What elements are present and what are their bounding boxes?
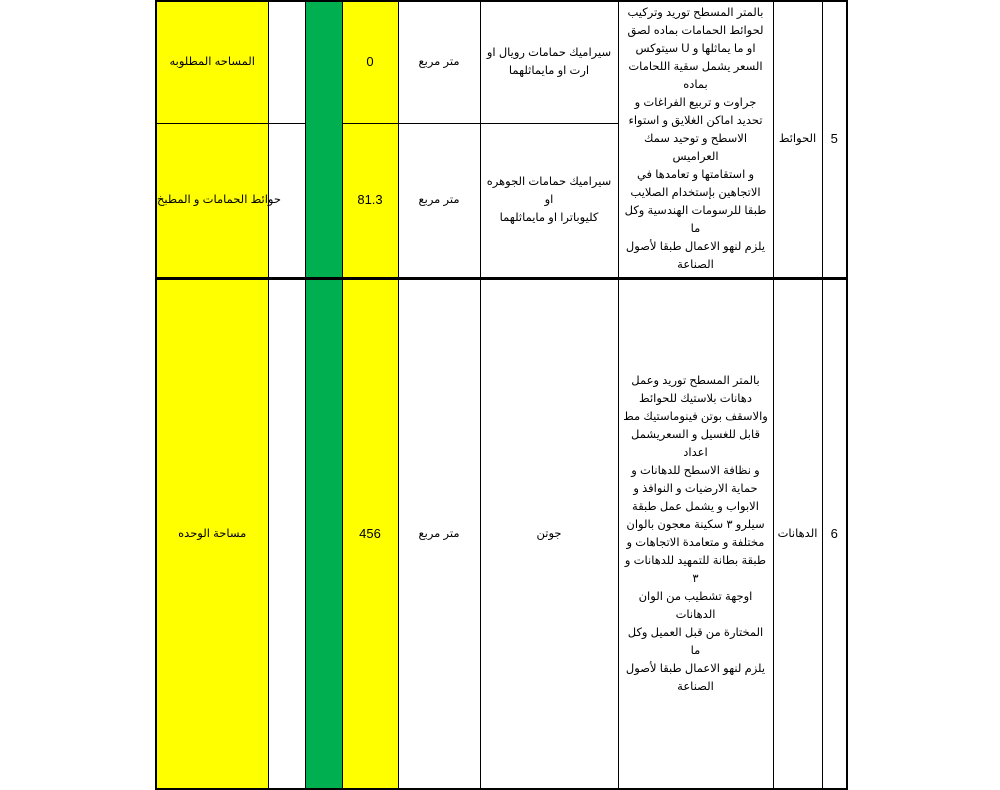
boq-table	[155, 0, 848, 790]
material-cell: جوتن	[480, 278, 618, 789]
table-row	[156, 1, 847, 123]
unit-cell: متر مربع	[398, 278, 480, 789]
green-marker-cell	[305, 278, 342, 789]
unit-cell: متر مربع	[398, 1, 480, 123]
quantity-cell: 81.3	[342, 123, 398, 278]
material-cell: سيراميك حمامات رويال او ارت او مايماثلهما	[480, 1, 618, 123]
description-cell: بالمتر المسطح توريد وتركيب لحوائط الحمامات بماده لصق سيتوكس U او ما يماثلها و السعر يشمل سقية اللحامات بماده جراوت و تربيع الفراغات و تحديد اماكن الغلايق و استواء الاسطح و توحيد سمك العراميس و استقامتها و تعامدها في الاتجاهين بإستخدام الصلايب طبقا للرسومات الهندسية وكل ما يلزم لنهو الاعمال طبقا لأصول الصناعة	[618, 1, 773, 278]
empty-cell	[268, 278, 305, 789]
item-name-cell: الدهانات	[773, 278, 822, 789]
unit-cell: متر مربع	[398, 123, 480, 278]
area-label-cell: مساحة الوحده	[156, 278, 268, 789]
item-index-cell: 5	[822, 1, 847, 278]
table-row	[156, 278, 847, 789]
green-marker-cell	[305, 1, 342, 278]
quantity-cell: 0	[342, 1, 398, 123]
description-cell: بالمتر المسطح توريد وعمل دهانات بلاستيك للحوائط والاسقف بوتن فينوماستيك مط قابل للغسيل و السعريشمل اعداد و نظافة الاسطح للدهانات و حماية الارضيات و النوافذ و الابواب و يشمل عمل طبقة سيلرو ٣ سكينة معجون بالوان مختلفة و متعامدة الاتجاهات و طبقة بطانة للتمهيد للدهانات و ٣ اوجهة تشطيب من الوان الدهانات المختارة من قبل العميل وكل ما يلزم لنهو الاعمال طبقا لأصول الصناعة	[618, 278, 773, 789]
area-label-cell: المساحه المطلوبه	[156, 1, 268, 123]
item-name-cell: الحوائط	[773, 1, 822, 278]
material-cell: سيراميك حمامات الجوهره او كليوباترا او مايماثلهما	[480, 123, 618, 278]
item-index-cell: 6	[822, 278, 847, 789]
area-label-cell: حوائط الحمامات و المطبخ	[156, 123, 268, 278]
quantity-cell: 456	[342, 278, 398, 789]
empty-cell	[268, 1, 305, 123]
